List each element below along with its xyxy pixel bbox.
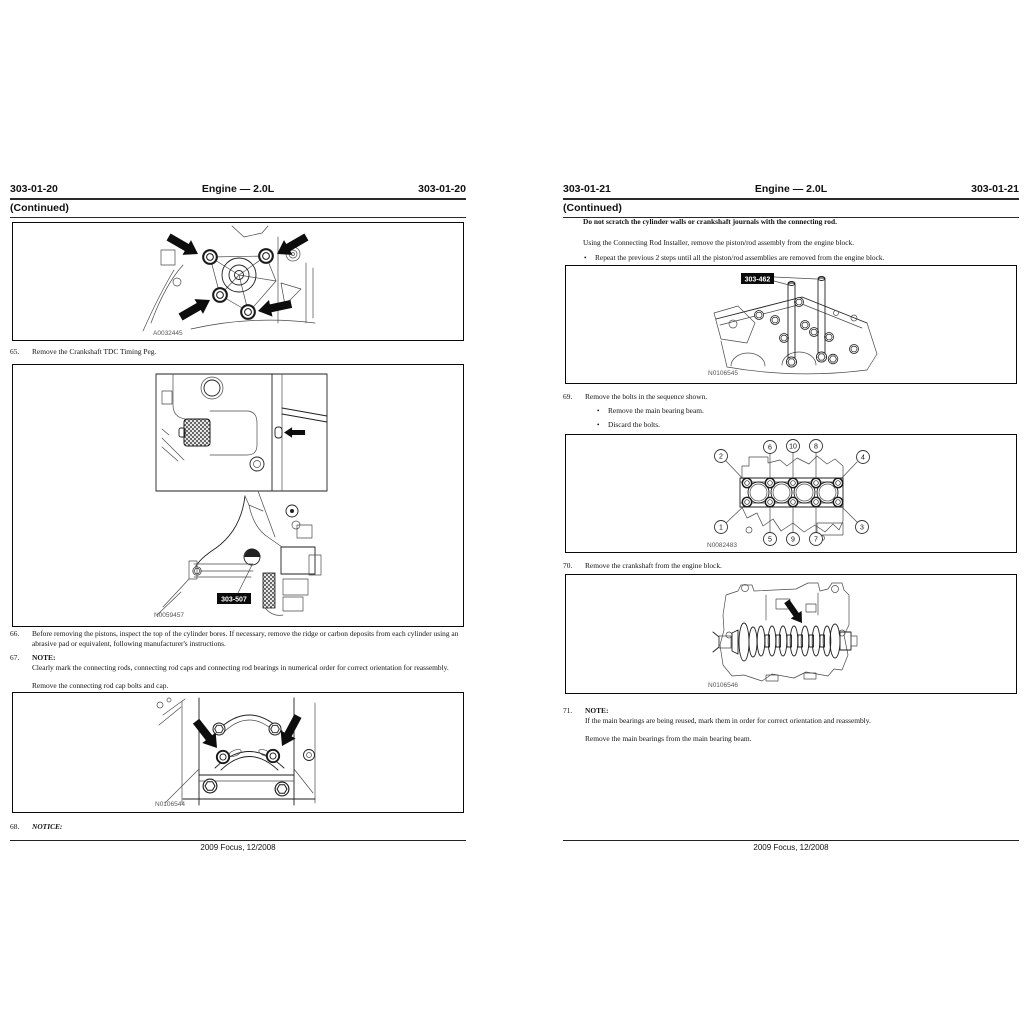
callout-number: 10	[789, 443, 797, 451]
step-number: 67.	[10, 653, 20, 662]
step-67	[10, 653, 466, 691]
note-text: If the main bearings are being reused, mark them in order for correct orientation and reassembly.	[585, 716, 871, 725]
figure-rod-cap	[12, 692, 464, 813]
rod-installer-line-art	[566, 266, 1015, 382]
callout-leader-lines	[726, 452, 857, 533]
page-header	[563, 183, 1019, 200]
step-number: 68.	[10, 822, 20, 831]
bullet-text: Remove the main bearing beam.	[608, 406, 704, 415]
bolt-icon	[269, 723, 281, 735]
page-number-left: 303-01-21	[563, 183, 611, 195]
step-66	[10, 629, 466, 649]
paragraph-installer: Using the Connecting Rod Installer, remove the piston/rod assembly from the engine block.	[583, 238, 855, 247]
bolt-icon	[213, 288, 227, 302]
pointer-arrow-icon	[256, 296, 293, 320]
page-header	[10, 183, 466, 200]
section-title: Engine — 2.0L	[201, 183, 275, 195]
figure-bolt-sequence	[565, 434, 1017, 553]
timing-peg-tool	[184, 419, 210, 446]
callout-number: 2	[719, 453, 723, 461]
bullet-text: Repeat the previous 2 steps until all the piston/rod assemblies are removed from the engine block.	[595, 253, 885, 262]
bolt-sequence-line-art	[566, 435, 1015, 551]
figure-rod-installer	[565, 265, 1017, 384]
bolt-icon	[241, 305, 255, 319]
figure-id-label: N0082483	[707, 542, 737, 549]
step-68	[10, 822, 466, 832]
figure-timing-peg	[12, 364, 464, 627]
callout-number: 5	[768, 536, 772, 544]
figure-waterpump-bolts	[12, 222, 464, 341]
figure-crankshaft	[565, 574, 1017, 694]
callout-number: 3	[860, 524, 864, 532]
callout-number: 4	[861, 454, 865, 462]
callout-number: 1	[719, 524, 723, 532]
engine-outline	[157, 698, 315, 805]
bolt-icon	[213, 723, 225, 735]
step-text: Remove the Crankshaft TDC Timing Peg.	[32, 347, 157, 356]
note-label: NOTE:	[585, 706, 609, 715]
step-number: 71.	[563, 706, 573, 715]
rod-cap-bolt-icon	[217, 751, 229, 763]
pointer-arrow-icon	[176, 293, 214, 325]
warning-text: Do not scratch the cylinder walls or crankshaft journals with the connecting rod.	[583, 217, 837, 226]
step-number: 66.	[10, 629, 20, 638]
note-text: Clearly mark the connecting rods, connecting rod caps and connecting rod bearings in numerical order for correct orientation for reassembly.	[32, 663, 449, 672]
pointer-arrow-icon	[164, 230, 202, 262]
figure-id-label: A0032445	[153, 330, 183, 337]
pointer-arrow-icon	[284, 427, 305, 438]
bolt-icon	[259, 249, 273, 263]
figure-id-label: N0059457	[154, 612, 184, 619]
crankshaft-line-art	[566, 575, 1015, 692]
rod-cap-bolt-icon	[267, 750, 279, 762]
manual-page-303-01-20	[10, 183, 466, 859]
figure-id-label: N0106544	[155, 801, 185, 808]
waterpump-line-art	[13, 223, 462, 339]
tool-label: 303-507	[221, 596, 247, 604]
section-title: Engine — 2.0L	[754, 183, 828, 195]
step-text: Remove the crankshaft from the engine block.	[585, 561, 722, 570]
note-label: NOTE:	[32, 653, 56, 662]
callout-number: 6	[768, 444, 772, 452]
bullet-icon: •	[597, 421, 600, 429]
continued-label: (Continued)	[10, 202, 466, 218]
bullet-item	[585, 406, 1019, 416]
page-footer: 2009 Focus, 12/2008	[563, 840, 1019, 852]
bullet-icon: •	[597, 407, 600, 415]
tool-label: 303-462	[744, 276, 771, 284]
step-text: Before removing the pistons, inspect the top of the cylinder bores. If necessary, remove the ridge or carbon deposits from each cylinder using an abrasive pad or equivalent, following manufacturer's instructions.	[32, 629, 459, 648]
step-number: 65.	[10, 347, 20, 356]
crankshaft-drawing	[713, 623, 857, 661]
pointer-arrow-icon	[273, 230, 311, 262]
rod-cap-line-art	[13, 693, 462, 811]
figure-id-label: N0106545	[708, 370, 738, 377]
figure-id-label: N0106546	[708, 682, 738, 689]
peg-bore-plug	[245, 549, 261, 557]
bullet-item	[585, 420, 1019, 430]
page-number-right: 303-01-20	[418, 183, 466, 195]
inset-detail	[162, 374, 327, 491]
step-action-text: Remove the connecting rod cap bolts and cap.	[32, 681, 169, 690]
label-leader-line	[774, 277, 817, 279]
callout-number: 9	[791, 536, 795, 544]
page-footer: 2009 Focus, 12/2008	[10, 840, 466, 852]
manual-page-303-01-21	[563, 183, 1019, 859]
step-number: 69.	[563, 392, 573, 401]
callout-number: 8	[814, 443, 818, 451]
bolt-icon	[275, 782, 289, 796]
step-71	[563, 706, 1019, 744]
installer-guide-pins	[786, 277, 837, 368]
callout-number: 7	[814, 536, 818, 544]
bolt-icon	[203, 250, 217, 264]
page-number-left: 303-01-20	[10, 183, 58, 195]
bolt-icon	[203, 779, 217, 793]
page-number-right: 303-01-21	[971, 183, 1019, 195]
label-leader-line	[774, 281, 789, 285]
label-leader-line	[238, 565, 252, 593]
peg-hole	[275, 427, 282, 438]
continued-label: (Continued)	[563, 202, 1019, 218]
bullet-text: Discard the bolts.	[608, 420, 660, 429]
step-action-text: Remove the main bearings from the main bearing beam.	[585, 734, 752, 743]
pointer-arrow-icon	[781, 597, 807, 626]
step-69	[563, 392, 1019, 430]
step-number: 70.	[563, 561, 573, 570]
bullet-icon: •	[584, 254, 587, 262]
tool-callout-303-462	[741, 273, 774, 284]
main-bearing-bolts	[742, 478, 842, 506]
bullet-item	[563, 253, 1024, 263]
timing-peg-line-art	[13, 365, 462, 625]
step-65	[10, 347, 466, 357]
notice-label: NOTICE:	[32, 822, 63, 831]
step-text: Remove the bolts in the sequence shown.	[585, 392, 708, 401]
tool-callout-303-507	[217, 593, 251, 604]
step-70	[563, 561, 1019, 571]
